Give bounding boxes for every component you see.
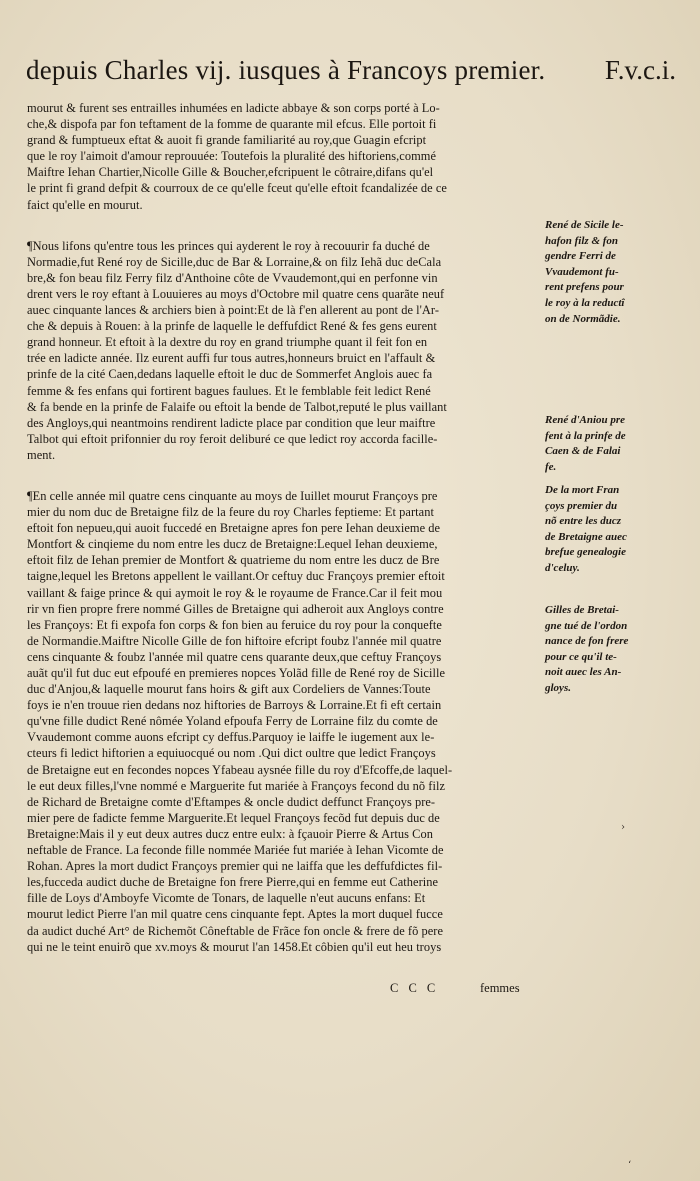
text-line: cens cinquante & foubz l'année mil quatre cens quarante deux,que ceftuy Françoys [27, 649, 442, 664]
text-line: Rohan. Apres la mort dudict Françoys premier qui ne laiffa que les deffufdictes fil- [27, 859, 443, 874]
note-line: çoys premier du [545, 499, 618, 512]
ink-speck: ‘ [628, 1160, 632, 1171]
text-line: da audict duché Art° de Richemõt Côneftable de Frãce fon oncle & frere de fõ pere [27, 923, 444, 938]
text-line: de Normandie.Maiftre Nicolle Gille de fon hiftoire efcript foubz l'année mil quatre [27, 633, 442, 648]
text-line: fille de Loys d'Amboyfe Vicomte de Tonars, de laquelle n'eut aucuns enfans: Et [27, 891, 426, 906]
text-line: Normadie,fut René roy de Sicille,duc de Bar & Lorraine,& on filz Iehã duc deCala [27, 254, 442, 269]
note-line: nõ entre les ducz [545, 515, 622, 528]
note-line: nance de fon frere [545, 635, 629, 648]
note-line: Vvaudemont fu- [545, 265, 619, 278]
folio-number: F.v.c.i. [604, 55, 676, 85]
text-line: femme & fes enfans qui fortirent bagues faulues. Et le femblable feit ledict René [27, 383, 431, 398]
text-line: taigne,lequel les Bretons appellent le vaillant.Or ceftuy duc Françoys premier eftoit [27, 569, 445, 584]
text-line: qui ne le teint enuirõ que xv.moys & mourut l'an 1458.Et côbien qu'il eut heu troys [27, 939, 442, 954]
note-line: brefue genealogie [545, 546, 626, 559]
running-header [26, 55, 676, 97]
note-line: rent prefens pour [545, 281, 624, 294]
text-line: & fa bende en la prinfe de Falaife ou eftoit la bende de Talbot,reputé le plus vaillant [27, 399, 447, 414]
signature-mark: C C C [390, 981, 438, 995]
note-line: hafon filz & fon [545, 234, 619, 247]
text-line: bre,& fon beau filz Ferry filz d'Anthoine côte de Vvaudemont,qui en perfonne vin [27, 270, 438, 285]
text-line: cteurs fi ledict hiftorien a equiuocqué ou nom .Qui dict oultre que ledict Françoys [27, 746, 436, 761]
paragraph-3 [27, 488, 551, 955]
text-line: les Françoys: Et fi expofa fon corps & fon bien au feruice du roy pour la conquefte [27, 617, 442, 632]
text-line: mourut ledict Pierre l'an mil quatre cens cinquante fept. Aptes la mort duquel fucce [27, 907, 443, 922]
note-line: de Bretaigne auec [545, 530, 627, 543]
text-line: neftable de France. La feconde fille nommée Mariée fut mariée à Iehan Vicomte de [27, 843, 444, 858]
text-line: le print fi grand defpit & courroux de ce qu'elle fceut qu'elle eftoit fcandalizée de ce [27, 181, 447, 196]
text-line: mier pere de fadicte femme Marguerite.Et lequel Françoys fecõd fut depuis duc de [27, 810, 440, 825]
note-line: d'celuy. [545, 561, 580, 574]
text-line: rir vn fien propre frere nommé Gilles de Bretaigne qui adheroit aux Angloys contre [27, 601, 444, 616]
text-line: auãt qu'il fut duc eut efpoufé en premieres nopces Yolãd fille de René roy de Sicille [27, 666, 445, 680]
note-line: gendre Ferri de [545, 250, 616, 263]
paragraph-1 [27, 100, 551, 213]
catchword: femmes [480, 981, 520, 995]
note-line: René de Sicile le- [545, 219, 624, 231]
note-line: René d'Aniou pre [545, 414, 626, 426]
main-text-column [27, 100, 551, 955]
text-line: de Bretaigne eut en fecondes nopces Yfabeau aysnée fille du roy d'Efcoffe,de laquel- [27, 762, 453, 777]
text-line: Bretaigne:Mais il y eut deux autres ducz entre eulx: à fçauoir Pierre & Artus Con [27, 826, 433, 841]
note-line: fe. [545, 460, 557, 473]
note-line: gne tué de l'ordon [545, 619, 628, 632]
ink-speck: › [621, 822, 625, 833]
paragraph-2 [27, 238, 551, 463]
text-line: vaillant & faige prince & qui aymoit le roy & le royaume de France.Car il feit mou [27, 585, 443, 600]
text-line: Vvaudemont comme auons efcript cy deffus.Parquoy ie laiffe le iugement aux le- [27, 730, 435, 745]
text-line: che & depuis à Rouen: à la prinfe de laquelle le deffufdict René & fes gens eurent [27, 319, 437, 334]
text-line: Maiftre Iehan Chartier,Nicolle Gille & Boucher,efcripuent le côtraire,difans qu'el [27, 165, 434, 180]
margin-note-4 [545, 603, 675, 697]
text-line: de Richard de Bretaigne comte d'Eftampes & oncle dudict deffunct Françoys pre- [27, 794, 436, 809]
text-line: prinfe de la cité Caen,dedans laquelle eftoit le duc de Sommerfet Anglois auec fa [27, 367, 433, 382]
text-line: ¶En celle année mil quatre cens cinquante au moys de Iuillet mourut Françoys pre [27, 488, 438, 503]
text-line: trée en ladicte année. Ilz eurent auffi fur tous autres,honneurs bruict en l'affault & [27, 351, 436, 366]
text-line: Montfort & cinqieme du nom entre les ducz de Bretaigne:Lequel Iehan deuxieme, [27, 537, 438, 552]
note-line: on de Normãdie. [545, 312, 621, 325]
text-line: ¶Nous lifons qu'entre tous les princes qui ayderent le roy à recouurir fa duché de [27, 238, 430, 253]
text-line: qu'vne fille dudict René nômée Yoland efpoufa Ferry de Lorraine filz du comte de [27, 714, 438, 729]
margin-note-2 [545, 413, 675, 475]
text-line: che,& dispofa par fon teftament de la fomme de quarante mil efcus. Elle portoit fi [27, 117, 437, 132]
text-line: eftoit fon nepueu,qui auoit fuccedé en Bretaigne apres fon pere Iehan deuxieme de [27, 521, 441, 536]
text-line: Talbot qui eftoit prifonnier du roy feroit deliburé ce que ledict roy accorda facille- [27, 431, 438, 446]
text-line: grand honneur. Et eftoit à la dextre du roy en grand triumphe quant il feit fon en [27, 335, 428, 350]
margin-note-3 [545, 483, 675, 577]
margin-note-1 [545, 218, 675, 327]
text-line: des Angloys,qui neantmoins rendirent ladicte place par condition que leur maiftre [27, 415, 436, 430]
note-line: fent à la prinfe de [545, 429, 626, 442]
text-line: faict qu'elle en mourut. [27, 197, 143, 212]
note-line: De la mort Fran [545, 484, 620, 496]
text-line: duc d'Anjou,& laquelle mourut fans hoirs & gift aux Cordeliers de Vannes:Toute [27, 682, 431, 697]
text-line: drent vers le roy eftant à Louuieres au moys d'Octobre mil quatre cens quarãte neuf [27, 286, 445, 301]
text-line: foys ie n'en trouue rien dedans noz hiftories de Barroys & Lorraine.Et fi eft certain [27, 698, 442, 713]
text-line: ment. [27, 447, 56, 462]
note-line: Caen & de Falai [545, 445, 621, 458]
text-line: mier du nom duc de Bretaigne filz de la feure du roy Charles feptieme: Et partant [27, 505, 434, 520]
text-line: eftoit filz de Iehan premier de Montfort & quatrieme du nom entre les ducz de Bre [27, 553, 440, 568]
text-line: que le roy l'aimoit d'amour reprouuée: Toutefois la pluralité des hiftoriens,commé [27, 149, 437, 164]
note-line: pour ce qu'il te- [545, 650, 617, 663]
note-line: le roy à la reductî [545, 296, 625, 309]
text-line: les,fucceda audict duche de Bretaigne fon frere Pierre,qui en femme eut Catherine [27, 875, 439, 890]
note-line: Gilles de Bretai- [545, 604, 619, 616]
text-line: grand & fumptueux eftat & auoit fi grande familiarité au roy,que Guagin efcript [27, 133, 427, 148]
text-line: auec cinquante lances & archiers bien à point:Et de là f'en allerent au pont de l'Ar- [27, 303, 440, 318]
note-line: noit auec les An- [545, 666, 622, 679]
text-line: mourut & furent ses entrailles inhumées en ladicte abbaye & son corps porté à Lo- [27, 101, 440, 115]
text-line: le eut deux filles,l'vne nommé e Marguerite fut mariée à Françoys fecond du nõ filz [27, 778, 446, 793]
running-title: depuis Charles vij. iusques à Francoys premier. [26, 55, 546, 85]
note-line: gloys. [545, 681, 571, 694]
